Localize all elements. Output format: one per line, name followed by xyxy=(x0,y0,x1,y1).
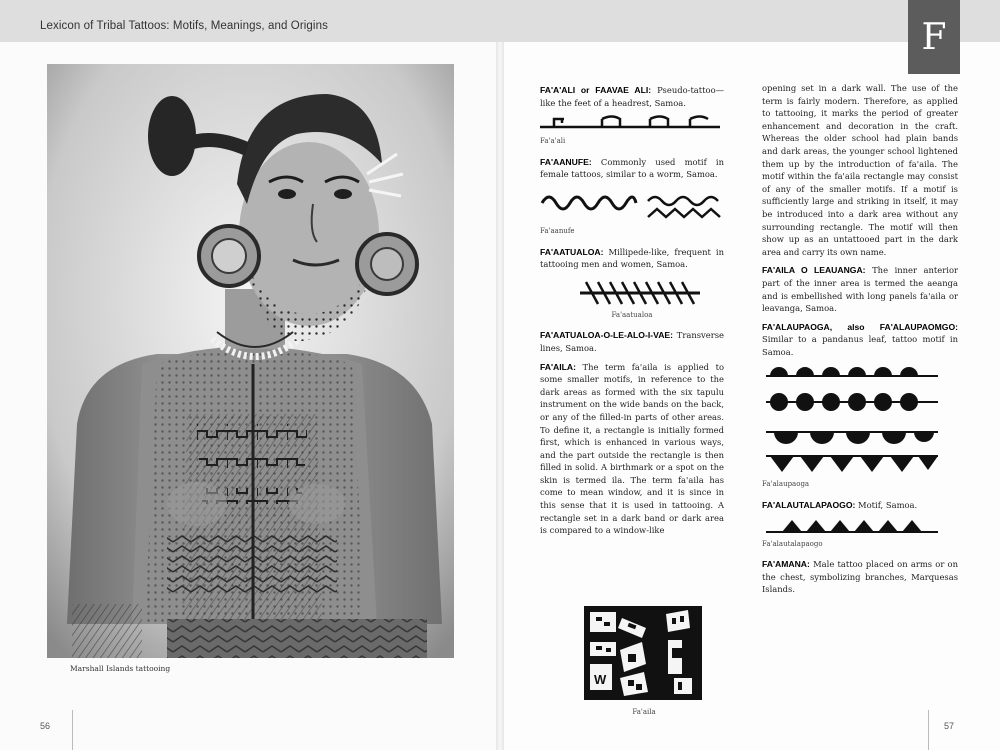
page-frame-line xyxy=(928,710,929,750)
running-header: Lexicon of Tribal Tattoos: Motifs, Meanings, and Origins xyxy=(40,20,328,32)
entry-term: FA'A'ALI or FAAVAE ALI: xyxy=(540,85,652,95)
entry-faaatualoa-o-le-alo xyxy=(540,329,724,354)
plate-letter: W xyxy=(594,672,607,687)
faaanufe-motif-drawing xyxy=(540,187,724,223)
faalaupaoga-motif-drawing xyxy=(762,364,942,476)
illustration-caption: Marshall Islands tattooing xyxy=(70,664,171,673)
motif-caption: Fa'aatualoa xyxy=(611,310,653,319)
motif-caption: Fa'aanufe xyxy=(540,226,575,235)
faaali-motif-drawing xyxy=(540,115,720,133)
entry-faalautalapaogo xyxy=(762,499,958,512)
entry-faaila-o-leauanga xyxy=(762,264,958,314)
tattooed-figure-drawing xyxy=(47,64,454,658)
section-letter-tab: F xyxy=(908,0,960,74)
entry-term: FA'ALAUPAOGA, also FA'ALAUPAOMGO: xyxy=(762,321,958,332)
entry-term: FA'ALAUTALAPAOGO: xyxy=(762,500,856,511)
entry-definition: Male tattoo placed on arms or on the chest, symbolizing branches, Marquesas Islands. xyxy=(762,559,958,595)
entry-term: FA'AILA O LEAUANGA: xyxy=(762,265,866,276)
page-gutter xyxy=(496,0,504,750)
entry-definition: The inner anterior part of the inner area is termed the aeanga and is embellished with long panels fa'aila or leavanga, Samoa. xyxy=(762,265,958,314)
entry-definition: Transverse lines, Samoa. xyxy=(540,330,724,353)
entry-definition: Similar to a pandanus leaf, tattoo motif in Samoa. xyxy=(762,334,958,357)
page-number-left: 56 xyxy=(40,721,51,731)
motif-caption: Fa'a'ali xyxy=(540,137,566,146)
entry-definition: The term fa'aila is applied to some smaller motifs, in reference to the dark areas as formed with the six tapulu instrument on the wide bands on the back, or any of the filled-in parts of other areas. To define it, a rectangle is initially formed first, which is enhanced in various ways, and the part outside the rectangle is then filled in solid. A birthmark or a spot on the skin is termed ila. The term fa'aila has come to mean window, and it is since in this sense that it is used in tattooing. A rectangle set in a dark band or dark area is compared to a window-like xyxy=(540,361,724,536)
entry-definition: Millipede-like, frequent in tattooing men and women, Samoa. xyxy=(540,246,724,270)
portrait-illustration xyxy=(47,64,454,658)
entry-faaali xyxy=(540,84,724,109)
dictionary-column-1 xyxy=(540,84,724,543)
page-frame-line xyxy=(72,710,73,750)
entry-definition: Motif, Samoa. xyxy=(855,500,918,511)
entry-faaila xyxy=(540,361,724,537)
plate-caption: Fa'aila xyxy=(632,708,656,716)
entry-faaatualoa xyxy=(540,246,724,271)
faalautalapaogo-motif-drawing xyxy=(762,518,942,536)
entry-definition: Pseudo-tattoo—like the feet of a headrest, Samoa. xyxy=(540,85,724,108)
faaatualoa-motif-drawing xyxy=(540,277,724,307)
entry-term: FA'AMANA: xyxy=(762,559,810,570)
entry-definition: opening set in a dark wall. The use of the term is fairly modern. Therefore, as applied to tattooing, it marks the period of greater enhancement and decoration in the craft. Whereas the older school had plain bands and dark areas, the younger school lightened them up by the introduction of fa'aila. The motif within the fa'aila rectangle may consist of any of the smaller motifs. If a motif is sufficiently large and striking in itself, it may be introduced into a dark area without any surrounding rectangle. The motif will then show up as an untattooed part in the dark area and carry its own name. xyxy=(762,83,958,257)
entry-faalaupaoga xyxy=(762,321,958,359)
entry-faaanufe xyxy=(540,156,724,181)
entry-term: FA'AATUALOA: xyxy=(540,246,604,257)
page-number-right: 57 xyxy=(944,721,955,731)
entry-faaila-continued xyxy=(762,82,958,258)
entry-term: FA'AILA: xyxy=(540,361,576,372)
motif-caption: Fa'alaupaoga xyxy=(762,480,810,489)
motif-caption: Fa'alautalapaogo xyxy=(762,539,823,548)
entry-term: FA'AATUALOA-O-LE-ALO-I-VAE: xyxy=(540,330,673,341)
entry-definition: Commonly used motif in female tattoos, similar to a worm, Samoa. xyxy=(540,156,724,180)
entry-faamana xyxy=(762,558,958,596)
entry-term: FA'AANUFE: xyxy=(540,156,592,167)
faaila-plate-drawing xyxy=(584,606,702,700)
dictionary-column-2 xyxy=(762,82,958,602)
